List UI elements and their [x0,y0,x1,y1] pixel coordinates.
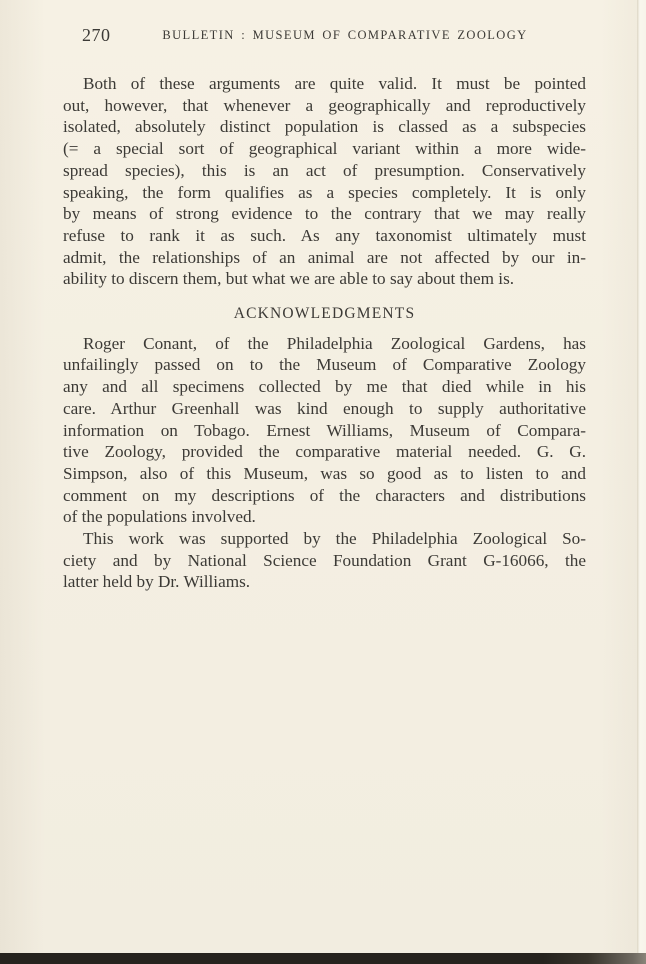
text-line: tive Zoology, provided the comparative material needed. G. G. [63,442,586,462]
paragraph-2 [63,333,586,528]
scanner-bar [0,953,646,964]
text-line: by means of strong evidence to the contrary that we may really [63,204,586,224]
text-line: latter held by Dr. Williams. [63,572,251,592]
text-line: out, however, that whenever a geographically and reproductively [63,95,586,115]
page-number: 270 [82,25,111,45]
text-line: care. Arthur Greenhall was kind enough to supply authoritative [63,398,586,418]
text-line: Both of these arguments are quite valid. It must be pointed [83,74,586,93]
text-line: admit, the relationships of an animal are not affected by our in- [63,247,586,267]
text-line: speaking, the form qualifies as a species completely. It is only [63,182,586,202]
text-line: Simpson, also of this Museum, was so good as to listen to and [63,463,586,483]
text-line: refuse to rank it as such. As any taxonomist ultimately must [63,225,586,245]
text-line: information on Tobago. Ernest Williams, Museum of Compara- [63,420,586,440]
acknowledgments-heading: ACKNOWLEDGMENTS [233,305,416,323]
text-line: isolated, absolutely distinct population is classed as a subspecies [63,117,586,137]
paragraph-3 [63,528,586,593]
text-line: Roger Conant, of the Philadelphia Zoological Gardens, has [83,333,586,353]
text-line: ciety and by National Science Foundation Grant G-16066, the [63,550,586,570]
text-line: ability to discern them, but what we are able to say about them is. [63,269,515,289]
text-line: unfailingly passed on to the Museum of Comparative Zoology [63,355,586,375]
running-head: BULLETIN : MUSEUM OF COMPARATIVE ZOOLOGY [162,28,528,42]
text-line: of the populations involved. [63,507,256,527]
text-block [63,73,586,593]
page-edge [637,0,646,964]
text-line: comment on my descriptions of the characters and distributions [63,485,586,505]
text-line: This work was supported by the Philadelphia Zoological So- [83,529,586,549]
paragraph-1 [63,73,586,290]
text-line: any and all specimens collected by me that died while in his [63,377,586,397]
text-line: (= a special sort of geographical variant within a more wide- [63,139,586,159]
text-line: spread species), this is an act of presumption. Conservatively [63,160,586,180]
